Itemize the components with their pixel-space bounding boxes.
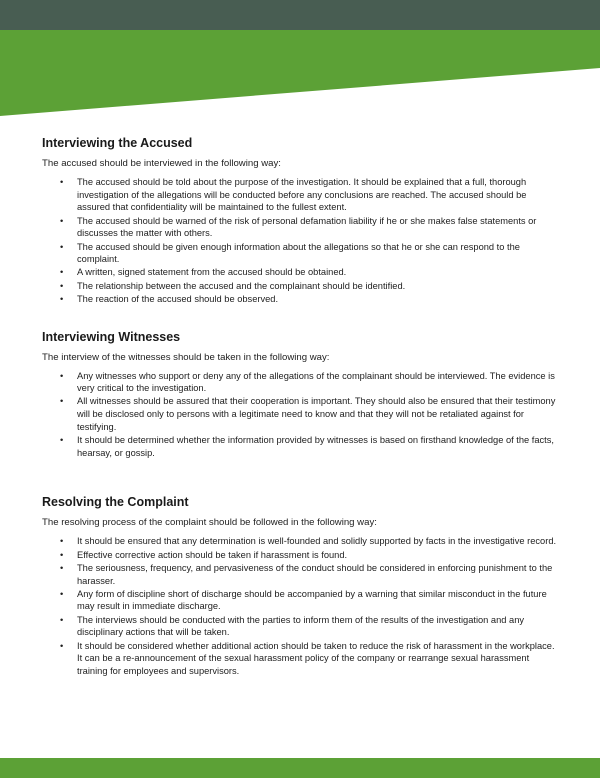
list-item (42, 370, 562, 395)
list-item-text: The accused should be given enough information about the allegations so that he or she can respond to the complaint. (77, 241, 520, 265)
section-title: Interviewing Witnesses (42, 329, 181, 344)
list-item-text: It should be ensured that any determination is well-founded and solidly supported by facts in the investigative record. (77, 536, 557, 547)
bullet-icon: • (60, 396, 64, 407)
list-item (42, 280, 562, 293)
bullet-icon: • (60, 549, 64, 560)
list-item (42, 434, 562, 459)
bullet-list (42, 535, 562, 677)
list-item-text: The accused should be told about the purpose of the investigation. It should be explained that a full, thorough investigation of the allegations will be conducted before any conclusions are reached. The accused should be assured that confidentiality will be maintained to the fullest extent. (77, 177, 527, 213)
section-intro: The accused should be interviewed in the following way: (42, 158, 281, 169)
list-item-text: The relationship between the accused and the complainant should be identified. (77, 280, 406, 291)
bullet-icon: • (60, 536, 64, 547)
list-item-text: The accused should be warned of the risk of personal defamation liability if he or she makes false statements or discusses the matter with others. (77, 215, 537, 239)
footer-bar (0, 758, 600, 778)
section-intro: The interview of the witnesses should be taken in the following way: (42, 351, 330, 363)
list-item (42, 215, 562, 240)
list-item (42, 614, 562, 639)
header-graphic (0, 0, 600, 120)
bullet-icon: • (60, 640, 64, 651)
list-item (42, 535, 562, 548)
section-title: Interviewing the Accused (42, 136, 193, 150)
bullet-list (42, 370, 562, 460)
list-item-text: All witnesses should be assured that their cooperation is important. They should also be ensured that their testimony will be disclosed only to persons with a legitimate need to know and that they will not be retaliated against for testifying. (77, 396, 556, 432)
list-item (42, 549, 562, 562)
bullet-icon: • (60, 280, 64, 291)
list-item-text: The seriousness, frequency, and pervasiveness of the conduct should be considered in enforcing punishment to the harasser. (77, 562, 553, 586)
list-item (42, 395, 562, 433)
section-title: Resolving the Complaint (42, 495, 189, 510)
list-item-text: The reaction of the accused should be observed. (77, 293, 279, 304)
list-item (42, 293, 562, 306)
header-banner (0, 0, 600, 120)
list-item-text: The interviews should be conducted with the parties to inform them of the results of the investigation and any disciplinary actions that will be taken. (77, 614, 525, 638)
bullet-icon: • (60, 177, 64, 187)
bullet-icon: • (60, 588, 64, 599)
list-item-text: Any form of discipline short of discharge should be accompanied by a warning that similar misconduct in the future may result in immediate discharge. (77, 588, 547, 612)
bullet-list (42, 176, 562, 306)
section-interviewing-witnesses (42, 330, 562, 460)
list-item (42, 176, 562, 214)
section-intro: The resolving process of the complaint should be followed in the following way: (42, 517, 377, 529)
bullet-icon: • (60, 241, 64, 252)
header-dark-band (0, 0, 600, 30)
list-item-text: Effective corrective action should be taken if harassment is found. (77, 549, 348, 560)
list-item-text: It should be determined whether the information provided by witnesses is based on firsthand knowledge of the facts, hearsay, or gossip. (77, 435, 555, 458)
document-body (42, 136, 562, 692)
bullet-icon: • (60, 293, 64, 304)
list-item (42, 266, 562, 279)
bullet-icon: • (60, 267, 64, 278)
section-interviewing-accused (42, 136, 562, 306)
bullet-icon: • (60, 562, 64, 573)
list-item-text: Any witnesses who support or deny any of the allegations of the complainant should be interviewed. The evidence is very critical to the investigation. (77, 370, 555, 394)
bullet-icon: • (60, 370, 64, 381)
bullet-icon: • (60, 614, 64, 625)
bullet-icon: • (60, 215, 64, 226)
list-item (42, 640, 562, 678)
section-resolving-complaint (42, 495, 562, 677)
list-item (42, 588, 562, 613)
list-item (42, 562, 562, 587)
header-green-wedge (0, 30, 600, 116)
list-item (42, 241, 562, 266)
list-item-text: It should be considered whether additional action should be taken to reduce the risk of harassment in the workplace. It can be a re-announcement of the sexual harassment policy of the company or rearrange sexual harassment training for employees and supervisors. (77, 640, 555, 676)
list-item-text: A written, signed statement from the accused should be obtained. (77, 267, 347, 278)
bullet-icon: • (60, 435, 64, 446)
